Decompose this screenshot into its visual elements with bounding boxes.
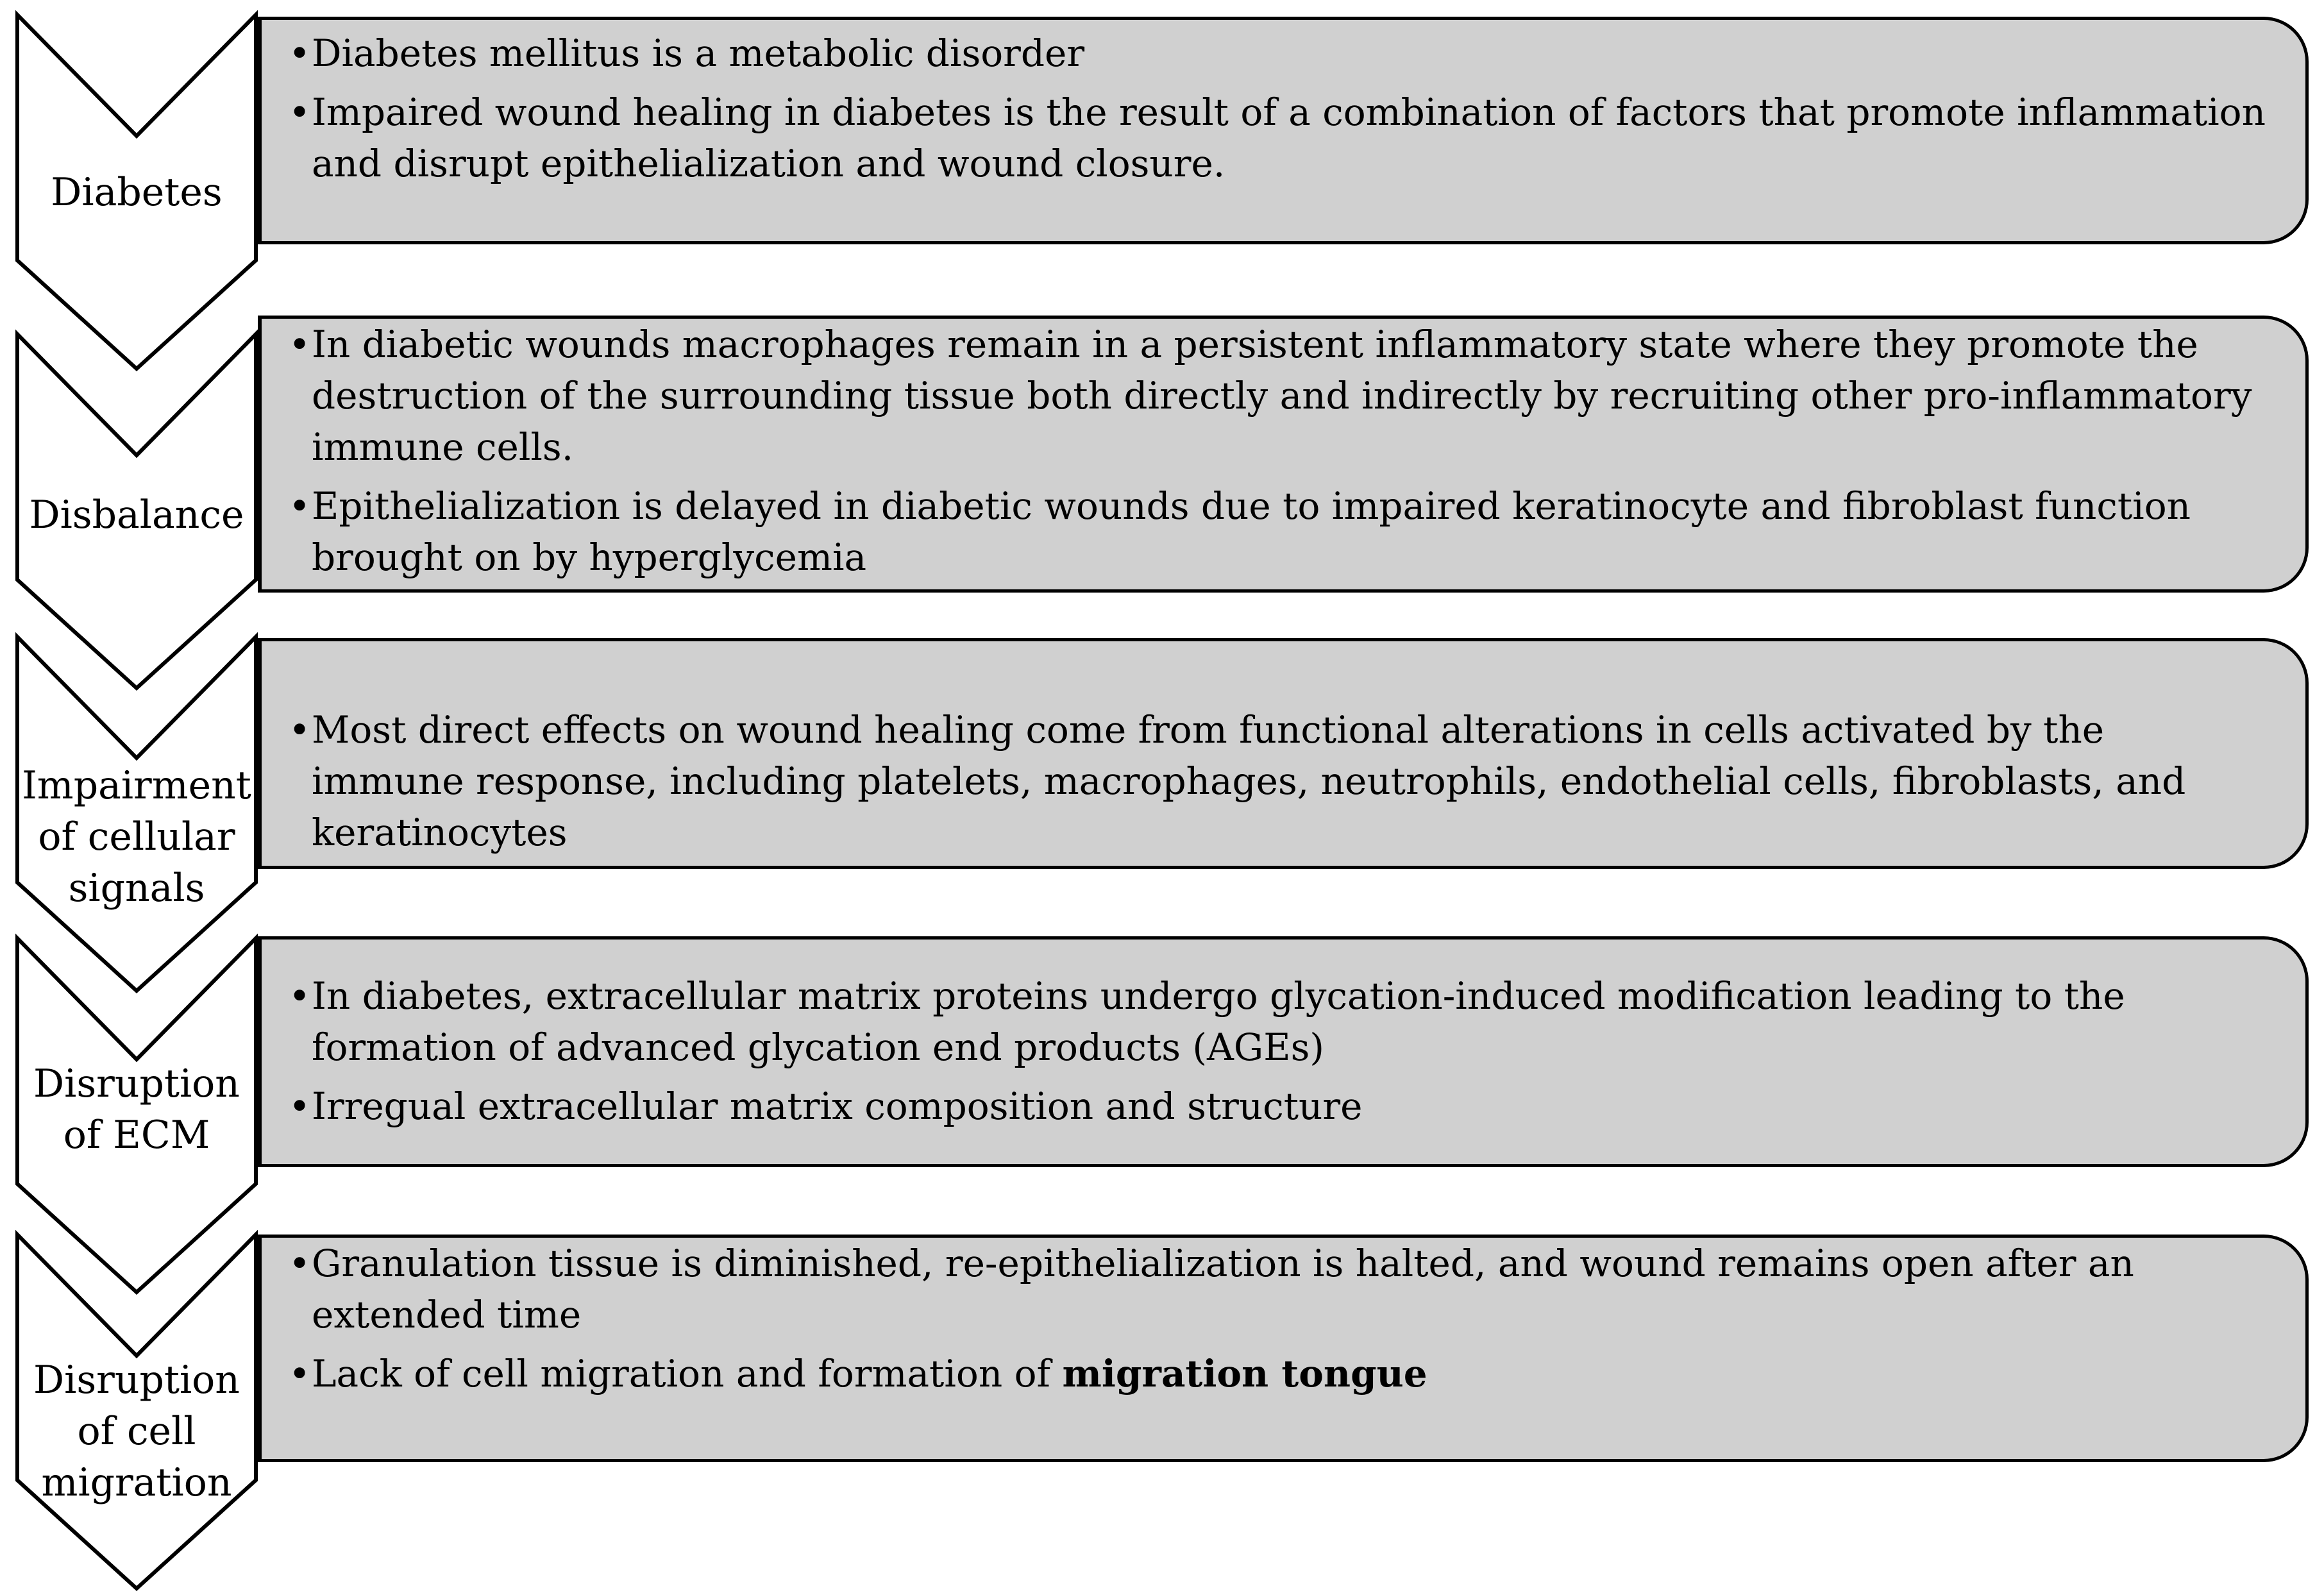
bullet-item: • Diabetes mellitus is a metabolic disorder [289, 28, 2267, 79]
bullet-item: • Most direct effects on wound healing come from functional alterations in cells activated by the immune response, including platelets, macrophages, neutrophils, endothelial cells, fibroblasts, and keratinocytes [289, 704, 2267, 858]
chevron-arrow [15, 1233, 258, 1589]
bullet-item: • Impaired wound healing in diabetes is the result of a combination of factors that promote inflammation and disrupt epithelialization and wound closure. [289, 87, 2267, 189]
bullet-text: Lack of cell migration and formation of [312, 1352, 1063, 1395]
bullet-item-migration [289, 1348, 2267, 1399]
step-content-box [258, 17, 2309, 244]
bullet-item: • In diabetes, extracellular matrix proteins undergo glycation-induced modification leading to the formation of advanced glycation end products (AGEs) [289, 970, 2267, 1073]
bullet-item: • Granulation tissue is diminished, re-epithelialization is halted, and wound remains open after an extended time [289, 1238, 2267, 1340]
step-label: Disbalance [29, 493, 244, 537]
step-content-box [258, 638, 2309, 869]
step-label: Disruption of cell migration [33, 1358, 240, 1505]
step-content-box [258, 316, 2309, 593]
step-label: Disruption of ECM [33, 1061, 240, 1158]
step-label: Impairment of cellular signals [22, 763, 251, 911]
bullet-bold-text: migration tongue [1062, 1352, 1427, 1395]
step-content-box [258, 936, 2309, 1167]
chevron-arrow [15, 13, 258, 369]
bullet-item: • In diabetic wounds macrophages remain in a persistent inflammatory state where they promote the destruction of the surrounding tissue both directly and indirectly by recruiting other pro-inflammatory immune cells. [289, 319, 2267, 473]
step-content-box [258, 1235, 2309, 1462]
step-label: Diabetes [51, 170, 223, 215]
bullet-item: • Epithelialization is delayed in diabetic wounds due to impaired keratinocyte and fibroblast function brought on by hyperglycemia [289, 480, 2267, 583]
bullet-item: • Irregual extracellular matrix composition and structure [289, 1081, 2267, 1132]
